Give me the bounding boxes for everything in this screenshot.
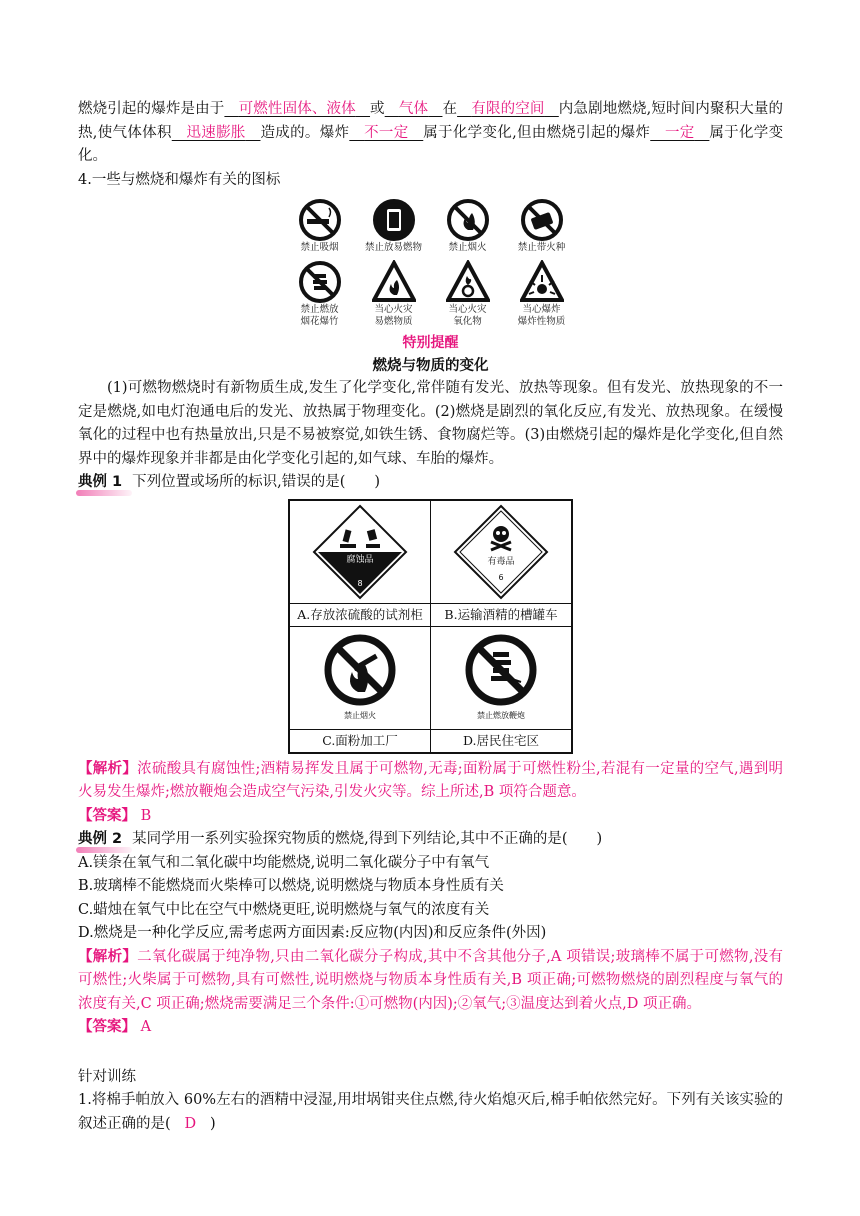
option-d-image-cell (431, 626, 573, 729)
fill-blank-6: 一定 (665, 124, 695, 141)
icon-caption: 当心火灾 氧化物 (448, 304, 487, 327)
example-2-option-d: D.燃烧是一种化学反应,需考虑两方面因素:反应物(内因)和反应条件(外因) (78, 925, 547, 941)
question-text: 下列位置或场所的标识,错误的是( ) (132, 474, 381, 490)
no-firecracker-label: 禁止燃放鞭炮 (477, 710, 525, 720)
no-flammables-sign (364, 198, 424, 254)
example-2-analysis (78, 946, 783, 1017)
text-span: 内急剧地燃烧,短时间内聚积大量的热,使气体体积 (78, 101, 784, 141)
answer-tag: 【答案】 (78, 1019, 136, 1035)
example-1-question (78, 471, 783, 495)
answer-tag: 【答案】 (78, 807, 136, 824)
fill-blank-4: 迅速膨胀 (186, 124, 246, 141)
text-span: 造成的。爆炸 (260, 124, 350, 141)
analysis-tag: 【解析】 (78, 948, 138, 965)
explosive-warning-sign (512, 260, 572, 328)
fire-icon-grid (78, 198, 783, 328)
tip-header: 特别提醒 (402, 335, 459, 351)
no-smoking-sign (290, 198, 350, 254)
answer-value: D (184, 1115, 197, 1132)
toxic-label: 有毒品 (487, 556, 515, 567)
icon-caption: 禁止烟火 (448, 242, 487, 253)
explosion-warning-icon (520, 260, 564, 304)
example-1-tag: 典例 1 (78, 471, 126, 495)
example-1-answer (78, 805, 783, 829)
option-b-image-cell (431, 500, 573, 604)
training-question-1 (78, 1089, 783, 1136)
page-content (78, 98, 783, 1136)
no-fire-sign-icon (312, 630, 408, 726)
sign-options-table (288, 499, 573, 754)
no-flammables-icon (372, 198, 416, 242)
question-text: 某同学用一系列实验探究物质的燃烧,得到下列结论,其中不正确的是( ) (132, 831, 603, 847)
example-2-option-c: C.蜡烛在氧气中比在空气中燃烧更旺,说明燃烧与氧气的浓度有关 (78, 901, 490, 918)
oxidizer-warning-icon (446, 260, 490, 304)
icon-caption: 禁止放易燃物 (364, 242, 422, 253)
answer-value: B (140, 807, 152, 824)
analysis-text: 浓硫酸具有腐蚀性;酒精易挥发且属于可燃物,无毒;面粉属于可燃性粉尘,若混有一定量的空气,遇到明火易发生爆炸;燃放鞭炮会造成空气污染,引发火灾等。综上所述,B 项符合题意。 (78, 760, 783, 800)
icon-caption: 当心火灾 易燃物质 (374, 304, 413, 327)
icon-row-1 (290, 198, 572, 254)
no-firecracker-sign-icon (453, 630, 549, 726)
option-c-caption: C.面粉加工厂 (289, 729, 431, 753)
training-title: 针对训练 (78, 1068, 136, 1085)
no-fireworks-icon (298, 260, 342, 304)
fill-blank-1: 可燃性固体、液体 (238, 101, 356, 117)
example-2-answer (78, 1016, 783, 1040)
analysis-tag: 【解析】 (78, 760, 138, 777)
option-d-caption: D.居民住宅区 (431, 729, 573, 753)
question-close: ) (209, 1115, 216, 1132)
fill-blank-2: 气体 (398, 101, 429, 117)
no-fire-icon (446, 198, 490, 242)
corrosive-class-number: 8 (357, 578, 363, 588)
text-span: 在 (442, 101, 458, 117)
answer-value: A (140, 1019, 152, 1035)
option-b-caption: B.运输酒精的槽罐车 (431, 603, 573, 626)
no-fire-label: 禁止烟火 (344, 710, 376, 720)
explosion-paragraph (78, 98, 783, 169)
option-a-image-cell (289, 500, 431, 604)
example-1-analysis (78, 758, 783, 805)
tip-body: (1)可燃物燃烧时有新物质生成,发生了化学变化,常伴随有发光、放热等现象。但有发光、放热现象的不一定是燃烧,如电灯泡通电后的发光、放热属于物理变化。(2)燃烧是剧烈的氧化反应,有发光、放热现象。在缓慢氧化的过程中也有热量放出,只是不易被察觉,如铁生锈、食物腐烂等。(3)由燃烧引起的爆炸是化学变化,但自然界中的爆炸现象并非都是由化学变化引起的,如气球、车胎的爆炸。 (78, 380, 783, 467)
example-2-question (78, 828, 783, 852)
fill-blank-5: 不一定 (364, 124, 409, 141)
example-2-option-b: B.玻璃棒不能燃烧而火柴棒可以燃烧,说明燃烧与物质本身性质有关 (78, 878, 504, 894)
text-span: 或 (370, 101, 385, 117)
no-kindling-sign (512, 198, 572, 254)
flammable-warning-icon (372, 260, 416, 304)
text-span: 燃烧引起的爆炸是由于 (78, 101, 225, 117)
text-span: 属于化学变化,但由燃烧引起的爆炸 (423, 124, 651, 141)
example-2-tag: 典例 2 (78, 828, 126, 852)
toxic-class-number: 6 (498, 572, 504, 582)
icon-row-2 (290, 260, 572, 328)
analysis-text: 二氧化碳属于纯净物,只由二氧化碳分子构成,其中不含其他分子,A 项错误;玻璃棒不属于可燃物,没有可燃性;火柴属于可燃物,具有可燃性,说明燃烧与物质本身性质有关,B 项正确;可燃物燃烧的剧烈程度与氧气的浓度有关,C 项正确;燃烧需要满足三个条件:①可燃物(内因);②氧气;③温度达到着火点,D 项正确。 (78, 948, 783, 1012)
no-fireworks-sign (290, 260, 350, 328)
question-text: 1.将棉手帕放入 60%左右的酒精中浸湿,用坩埚钳夹住点燃,待火焰熄灭后,棉手帕依然完好。下列有关该实验的叙述正确的是( (78, 1092, 783, 1132)
option-c-image-cell (289, 626, 431, 729)
corrosive-diamond-icon (312, 504, 408, 600)
tip-title: 燃烧与物质的变化 (372, 357, 489, 374)
icon-caption: 禁止吸烟 (300, 242, 339, 253)
example-2-option-a: A.镁条在氧气和二氧化碳中均能燃烧,说明二氧化碳分子中有氧气 (78, 854, 490, 871)
icon-caption: 禁止燃放 烟花爆竹 (300, 304, 339, 327)
icon-caption: 当心爆炸 爆炸性物质 (517, 304, 566, 327)
option-a-caption: A.存放浓硫酸的试剂柜 (289, 603, 431, 626)
fill-blank-3: 有限的空间 (471, 101, 545, 117)
sign-table-wrap (78, 499, 783, 754)
flammable-warning-sign (364, 260, 424, 328)
no-open-flame-sign (438, 198, 498, 254)
corrosive-label: 腐蚀品 (346, 554, 374, 565)
oxidizer-warning-sign (438, 260, 498, 328)
no-smoking-icon (298, 198, 342, 242)
section-4-title: 4.一些与燃烧和爆炸有关的图标 (78, 171, 281, 188)
icon-caption: 禁止带火种 (517, 242, 566, 253)
toxic-diamond-icon (453, 504, 549, 600)
no-lighter-icon (520, 198, 564, 242)
text-span: 属于化学变化。 (78, 124, 784, 164)
